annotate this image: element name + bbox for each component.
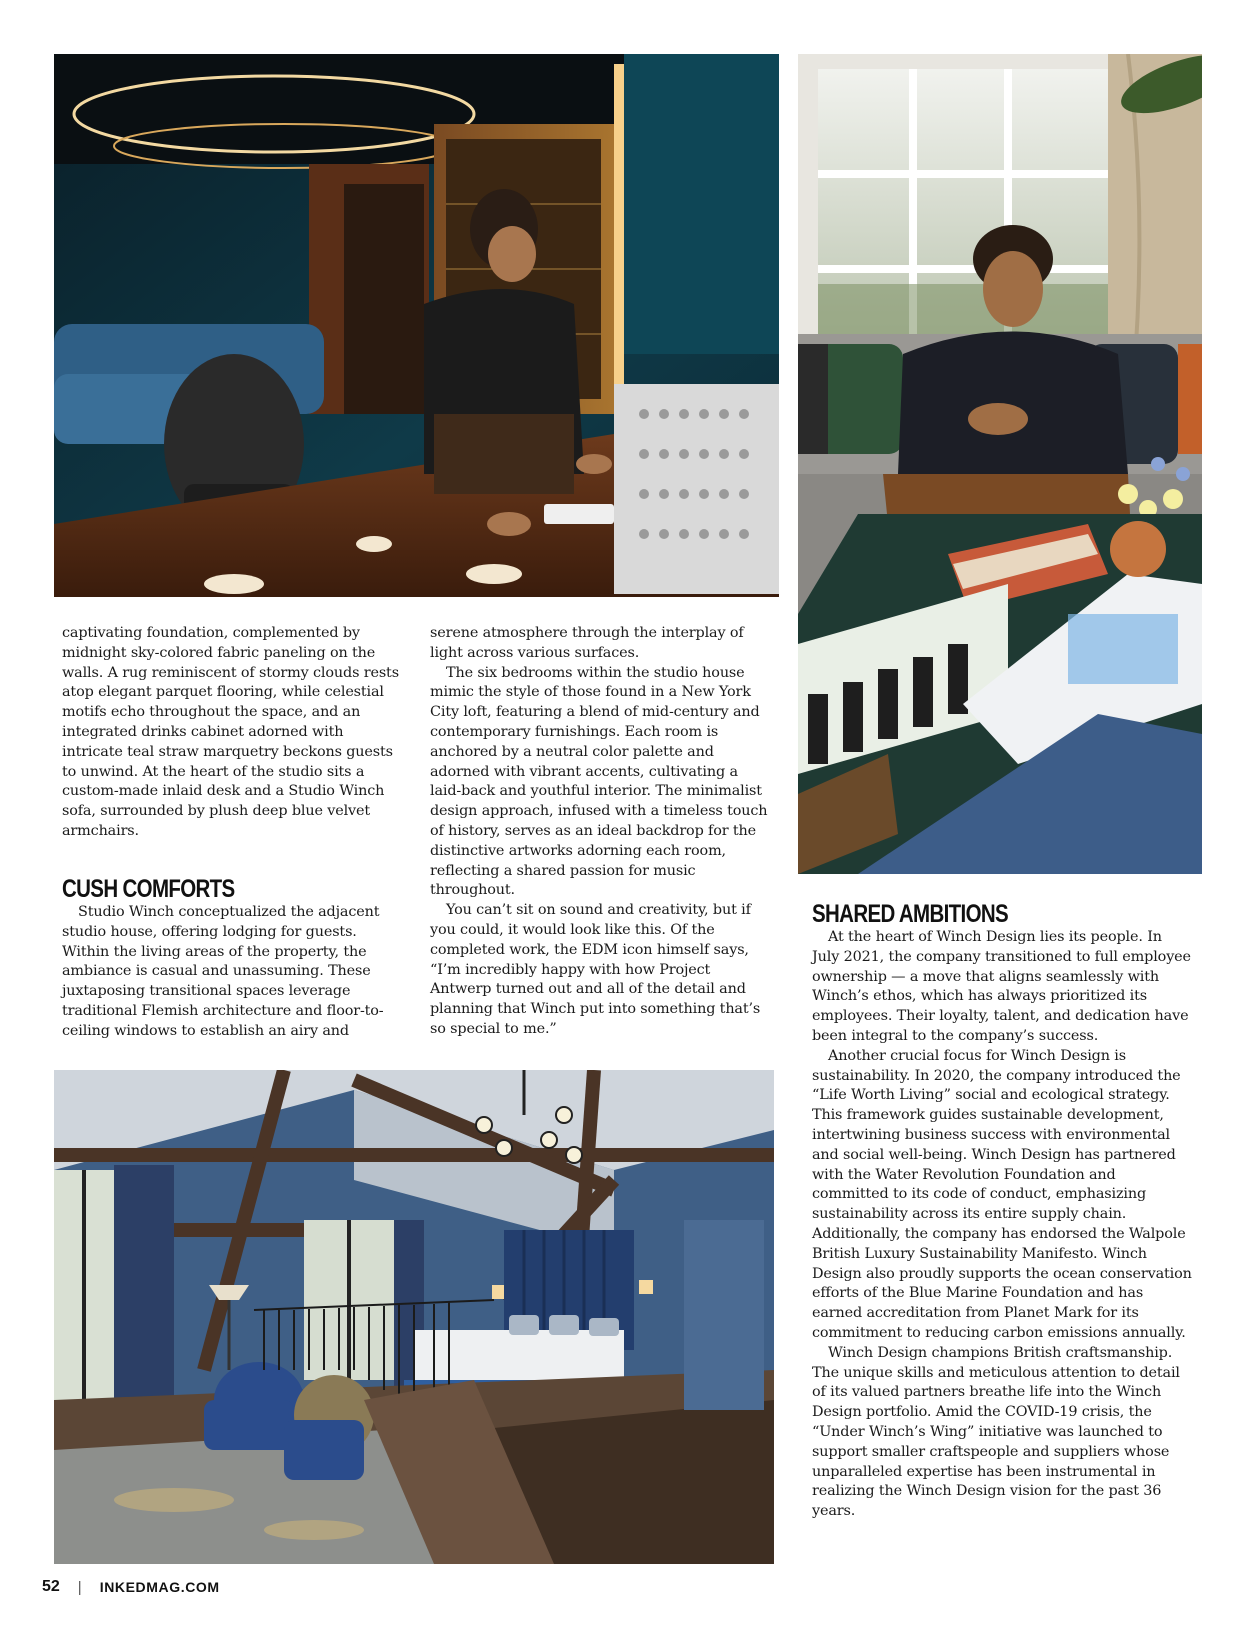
footer-website-link[interactable]: INKEDMAG.COM	[99, 1579, 220, 1595]
body-paragraph: Winch Design champions British craftsmanship. The unique skills and meticulous attention to detail of its valued partners breathe life into the Winch Design portfolio. Amid the COVID-19 crisis, the “Under Winch’s Wing” initiative was launched to support smaller craftspeople and suppliers whose unparalleled expertise has been instrumental in realizing the Winch Design vision for the past 36 years.	[812, 1344, 1180, 1520]
body-paragraph: captivating foundation, complemented by midnight sky-colored fabric paneling on the walls. A rug reminiscent of stormy clouds rests atop elegant parquet flooring, while celestial motifs echo throughout the space, and an integrated drinks cabinet adorned with intricate teal straw marquetry beckons guests to unwind. At the heart of the studio sits a custom-made inlaid desk and a Studio Winch sofa, surrounded by plush deep blue velvet armchairs.	[62, 625, 399, 839]
body-paragraph: Another crucial focus for Winch Design is sustainability. In 2020, the company introduced the “Life Worth Living” social and ecological strategy. This framework guides sustainable development, intertwining business success with environmental and social well-being. Winch Design has partnered with the Water Revolution Foundation and committed to its code of conduct, emphasizing sustainability across its entire supply chain. Additionally, the company has endorsed the Walpole British Luxury Sustainability Manifesto. Winch Design also proudly supports the ocean conservation efforts of the Blue Marine Foundation and has earned accreditation from Planet Mark for its commitment to reducing carbon emissions annually.	[812, 1047, 1192, 1341]
footer-separator: |	[77, 1578, 82, 1596]
section-heading-cush-comforts: CUSH COMFORTS	[62, 875, 235, 903]
body-paragraph: At the heart of Winch Design lies its people. In July 2021, the company transitioned to full employee ownership — a move that aligns seamlessly with Winch’s ethos, which has always prioritized its employees. Their loyalty, talent, and dedication have been integral to the company’s success.	[812, 929, 1191, 1044]
body-paragraph: serene atmosphere through the interplay of light across various surfaces.	[430, 625, 744, 661]
right-column	[812, 928, 1192, 1522]
studio-photo	[54, 54, 779, 597]
portrait-photo	[798, 54, 1202, 874]
body-paragraph: You can’t sit on sound and creativity, but if you could, it would look like this. Of the completed work, the EDM icon himself says, “I’m incredibly happy with how Project Antwerp turned out and all of the detail and planning that Winch put into something that’s so special to me.”	[430, 902, 761, 1037]
page-number: 52	[42, 1578, 60, 1595]
left-column-continued	[62, 903, 402, 1042]
page-footer	[42, 1578, 220, 1596]
left-column	[62, 624, 402, 842]
section-heading-shared-ambitions: SHARED AMBITIONS	[812, 900, 1009, 928]
body-paragraph: Studio Winch conceptualized the adjacent studio house, offering lodging for guests. Within the living areas of the property, the ambiance is casual and unassuming. These juxtaposing transitional spaces leverage traditional Flemish architecture and floor-to-ceiling windows to establish an airy and	[62, 904, 384, 1039]
body-paragraph: The six bedrooms within the studio house mimic the style of those found in a New York City loft, featuring a blend of mid-century and contemporary furnishings. Each room is anchored by a neutral color palette and adorned with vibrant accents, cultivating a laid-back and youthful interior. The minimalist design approach, infused with a timeless touch of history, serves as an ideal backdrop for the distinctive artworks adorning each room, reflecting a shared passion for music throughout.	[430, 664, 768, 899]
bedroom-photo	[54, 1070, 774, 1564]
middle-column	[430, 624, 768, 1040]
